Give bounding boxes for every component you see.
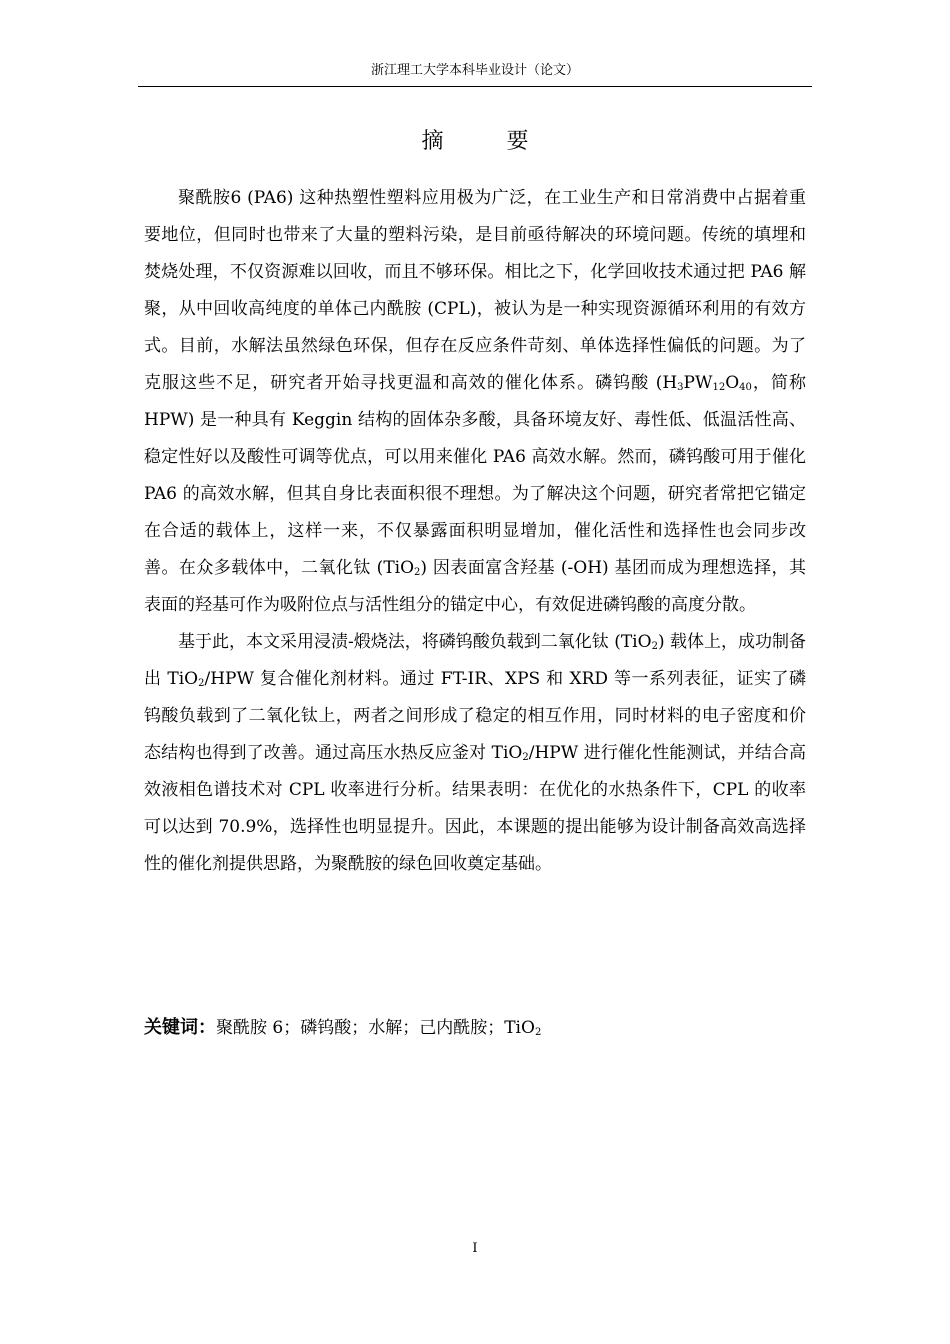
keywords-label: 关键词： (144, 1017, 216, 1038)
keywords-text: 聚酰胺 6；磷钨酸；水解；己内酰胺；TiO (216, 1018, 535, 1038)
keywords-line (144, 1013, 541, 1043)
abstract-paragraph-2: 基于此，本文采用浸渍-煅烧法，将磷钨酸负载到二氧化钛 (TiO$_2$) 载体上，成功制备出 TiO$_2$/HPW 复合催化剂材料。通过 FT-IR、XPS 和 XRD 等一系列表征，证实了磷钨酸负载到了二氧化钛上，两者之间形成了稳定的相互作用，同时材料的电子密度和价态结构也得到了改善。通过高压水热反应釜对 TiO$_2$/HPW 进行催化性能测试，并结合高效液相色谱技术对 CPL 收率进行分析。结果表明：在优化的水热条件下，CPL 的收率可以达到 70.9%，选择性也明显提升。因此，本课题的提出能够为设计制备高效高选择性的催化剂提供思路，为聚酰胺的绿色回收奠定基础。 (144, 632, 806, 874)
page-header (138, 62, 812, 87)
header-text: 浙江理工大学本科毕业设计（论文） (370, 63, 579, 78)
abstract-paragraph-1: 聚酰胺6 (PA6) 这种热塑性塑料应用极为广泛，在工业生产和日常消费中占据着重要地位，但同时也带来了大量的塑料污染，是目前亟待解决的环境问题。传统的填埋和焚烧处理，不仅资源难以回收，而且不够环保。相比之下，化学回收技术通过把 PA6 解聚，从中回收高纯度的单体己内酰胺 (CPL)，被认为是一种实现资源循环利用的有效方式。目前，水解法虽然绿色环保，但存在反应条件苛刻、单体选择性偏低的问题。为了克服这些不足，研究者开始寻找更温和高效的催化体系。磷钨酸 ($H_3PW_{12}O_{40}$，简称 HPW) 是一种具有 Keggin 结构的固体杂多酸，具备环境友好、毒性低、低温活性高、稳定性好以及酸性可调等优点，可以用来催化 PA6 高效水解。然而，磷钨酸可用于催化 PA6 的高效水解，但其自身比表面积很不理想。为了解决这个问题，研究者常把它锚定在合适的载体上，这样一来，不仅暴露面积明显增加，催化活性和选择性也会同步改善。在众多载体中，二氧化钛 (TiO$_2$) 因表面富含羟基 (-OH) 基团而成为理想选择，其表面的羟基可作为吸附位点与活性组分的锚定中心，有效促进磷钨酸的高度分散。 (144, 188, 806, 615)
abstract-body (144, 180, 806, 883)
page-title: 摘 要 (421, 129, 557, 154)
page-number: I (472, 1241, 478, 1256)
keywords-subscript: 2 (534, 1027, 542, 1038)
